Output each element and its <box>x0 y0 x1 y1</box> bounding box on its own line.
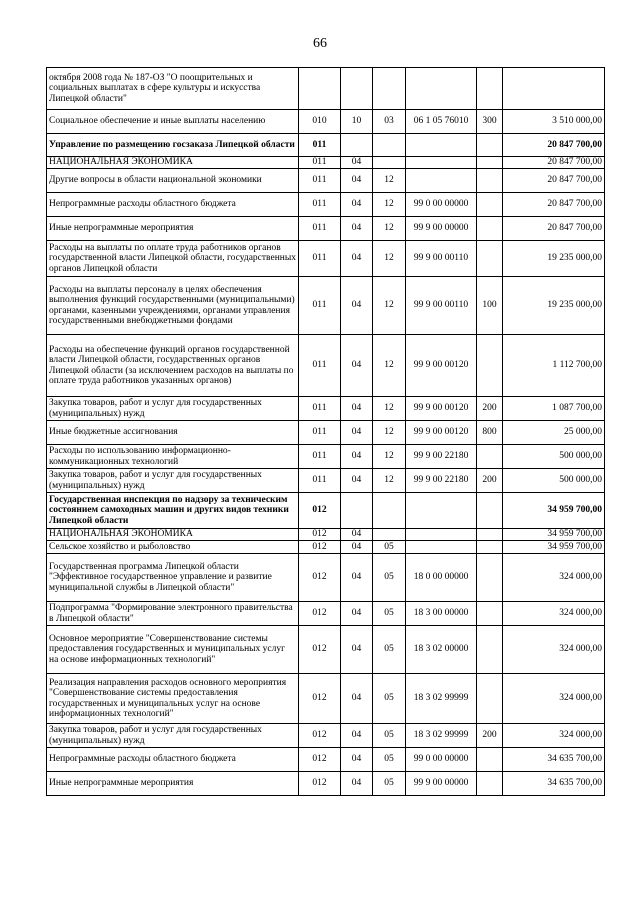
article-code-cell: 18 3 00 00000 <box>406 602 477 626</box>
table-row <box>47 68 605 110</box>
ministry-code-cell: 011 <box>299 421 341 445</box>
section-code-cell: 04 <box>341 445 373 469</box>
table-row <box>47 277 605 335</box>
table-row <box>47 724 605 748</box>
table-row <box>47 193 605 217</box>
amount-cell: 1 087 700,00 <box>503 397 605 421</box>
amount-cell <box>503 68 605 110</box>
section-code-cell: 04 <box>341 748 373 772</box>
section-code-cell: 04 <box>341 335 373 397</box>
article-code-cell: 18 3 02 00000 <box>406 626 477 674</box>
row-name-cell: Расходы на обеспечение функций органов государственной власти Липецкой области, государственных органов Липецкой области (за исключением расходов на выплаты по оплате труда работников указанных органов) <box>47 335 299 397</box>
subsection-code-cell <box>373 157 406 169</box>
amount-cell: 500 000,00 <box>503 469 605 493</box>
subsection-code-cell: 12 <box>373 169 406 193</box>
table-row <box>47 469 605 493</box>
expense-type-cell <box>477 529 503 541</box>
table-row <box>47 626 605 674</box>
article-code-cell: 99 9 00 00120 <box>406 421 477 445</box>
article-code-cell: 99 9 00 00000 <box>406 217 477 241</box>
ministry-code-cell: 012 <box>299 541 341 554</box>
amount-cell: 20 847 700,00 <box>503 217 605 241</box>
row-name-cell: Расходы по использованию информационно-коммуникационных технологий <box>47 445 299 469</box>
article-code-cell: 99 9 00 00000 <box>406 772 477 796</box>
amount-cell: 34 959 700,00 <box>503 529 605 541</box>
amount-cell: 324 000,00 <box>503 626 605 674</box>
table-row <box>47 445 605 469</box>
ministry-code-cell: 011 <box>299 335 341 397</box>
row-name-cell: Расходы на выплаты персоналу в целях обеспечения выполнения функций государственными (муниципальными) органами, казенными учреждениями, органами управления государственными внебюджетными фондами <box>47 277 299 335</box>
section-code-cell: 04 <box>341 529 373 541</box>
row-name-cell: Реализация направления расходов основного мероприятия "Совершенствование системы предоставления государственных и муниципальных услуг на основе информационных технологий" <box>47 674 299 724</box>
table-row <box>47 241 605 277</box>
expense-type-cell <box>477 169 503 193</box>
row-name-cell: Иные непрограммные мероприятия <box>47 217 299 241</box>
section-code-cell: 04 <box>341 241 373 277</box>
subsection-code-cell: 05 <box>373 602 406 626</box>
section-code-cell: 04 <box>341 421 373 445</box>
article-code-cell <box>406 68 477 110</box>
table-row <box>47 110 605 134</box>
row-name-cell: Подпрограмма "Формирование электронного правительства в Липецкой области" <box>47 602 299 626</box>
ministry-code-cell: 011 <box>299 134 341 157</box>
article-code-cell <box>406 134 477 157</box>
section-code-cell <box>341 134 373 157</box>
table-row <box>47 134 605 157</box>
table-row <box>47 217 605 241</box>
article-code-cell: 99 9 00 22180 <box>406 469 477 493</box>
subsection-code-cell: 03 <box>373 110 406 134</box>
row-name-cell: октября 2008 года № 187-ОЗ "О поощрительных и социальных выплатах в сфере культуры и искусства Липецкой области" <box>47 68 299 110</box>
expense-type-cell: 100 <box>477 277 503 335</box>
subsection-code-cell: 12 <box>373 277 406 335</box>
amount-cell: 20 847 700,00 <box>503 169 605 193</box>
table-row <box>47 602 605 626</box>
section-code-cell <box>341 493 373 529</box>
amount-cell: 20 847 700,00 <box>503 134 605 157</box>
subsection-code-cell: 12 <box>373 421 406 445</box>
article-code-cell: 99 9 00 00110 <box>406 241 477 277</box>
row-name-cell: Непрограммные расходы областного бюджета <box>47 748 299 772</box>
row-name-cell: Закупка товаров, работ и услуг для государственных (муниципальных) нужд <box>47 724 299 748</box>
amount-cell: 34 635 700,00 <box>503 748 605 772</box>
subsection-code-cell: 05 <box>373 554 406 602</box>
expense-type-cell <box>477 193 503 217</box>
expense-type-cell <box>477 134 503 157</box>
amount-cell: 20 847 700,00 <box>503 157 605 169</box>
subsection-code-cell: 12 <box>373 217 406 241</box>
amount-cell: 19 235 000,00 <box>503 241 605 277</box>
expense-type-cell <box>477 674 503 724</box>
expense-type-cell <box>477 445 503 469</box>
row-name-cell: Государственная программа Липецкой области "Эффективное государственное управление и развитие муниципальной службы в Липецкой области" <box>47 554 299 602</box>
amount-cell: 19 235 000,00 <box>503 277 605 335</box>
row-name-cell: Иные бюджетные ассигнования <box>47 421 299 445</box>
ministry-code-cell: 011 <box>299 277 341 335</box>
expense-type-cell <box>477 335 503 397</box>
amount-cell: 25 000,00 <box>503 421 605 445</box>
subsection-code-cell: 12 <box>373 469 406 493</box>
row-name-cell: Непрограммные расходы областного бюджета <box>47 193 299 217</box>
amount-cell: 500 000,00 <box>503 445 605 469</box>
amount-cell: 324 000,00 <box>503 554 605 602</box>
section-code-cell: 04 <box>341 157 373 169</box>
subsection-code-cell: 12 <box>373 193 406 217</box>
budget-table-body <box>47 68 605 796</box>
amount-cell: 324 000,00 <box>503 602 605 626</box>
row-name-cell: Социальное обеспечение и иные выплаты населению <box>47 110 299 134</box>
table-row <box>47 493 605 529</box>
section-code-cell: 04 <box>341 217 373 241</box>
expense-type-cell <box>477 626 503 674</box>
amount-cell: 34 635 700,00 <box>503 772 605 796</box>
article-code-cell <box>406 157 477 169</box>
section-code-cell: 04 <box>341 674 373 724</box>
table-row <box>47 397 605 421</box>
section-code-cell <box>341 68 373 110</box>
article-code-cell <box>406 169 477 193</box>
article-code-cell: 99 9 00 00120 <box>406 397 477 421</box>
section-code-cell: 04 <box>341 554 373 602</box>
expense-type-cell <box>477 241 503 277</box>
row-name-cell: Другие вопросы в области национальной экономики <box>47 169 299 193</box>
table-row <box>47 772 605 796</box>
section-code-cell: 04 <box>341 169 373 193</box>
table-row <box>47 674 605 724</box>
section-code-cell: 04 <box>341 541 373 554</box>
article-code-cell: 18 3 02 99999 <box>406 724 477 748</box>
row-name-cell: НАЦИОНАЛЬНАЯ ЭКОНОМИКА <box>47 157 299 169</box>
expense-type-cell <box>477 217 503 241</box>
ministry-code-cell: 012 <box>299 626 341 674</box>
expense-type-cell: 200 <box>477 469 503 493</box>
table-row <box>47 541 605 554</box>
article-code-cell: 18 3 02 99999 <box>406 674 477 724</box>
amount-cell: 20 847 700,00 <box>503 193 605 217</box>
expense-type-cell: 300 <box>477 110 503 134</box>
row-name-cell: Управление по размещению госзаказа Липецкой области <box>47 134 299 157</box>
subsection-code-cell: 12 <box>373 397 406 421</box>
amount-cell: 3 510 000,00 <box>503 110 605 134</box>
ministry-code-cell: 011 <box>299 157 341 169</box>
expense-type-cell: 200 <box>477 724 503 748</box>
subsection-code-cell <box>373 529 406 541</box>
article-code-cell: 18 0 00 00000 <box>406 554 477 602</box>
article-code-cell <box>406 529 477 541</box>
section-code-cell: 04 <box>341 772 373 796</box>
section-code-cell: 04 <box>341 602 373 626</box>
ministry-code-cell <box>299 68 341 110</box>
row-name-cell: Основное мероприятие "Совершенствование системы предоставления государственных и муниципальных услуг на основе информационных технологий" <box>47 626 299 674</box>
subsection-code-cell: 05 <box>373 626 406 674</box>
table-row <box>47 157 605 169</box>
subsection-code-cell: 12 <box>373 445 406 469</box>
row-name-cell: Государственная инспекция по надзору за техническим состоянием самоходных машин и других видов техники Липецкой области <box>47 493 299 529</box>
expense-type-cell <box>477 554 503 602</box>
page-number: 66 <box>313 36 327 51</box>
expense-type-cell <box>477 68 503 110</box>
row-name-cell: Иные непрограммные мероприятия <box>47 772 299 796</box>
row-name-cell: Расходы на выплаты по оплате труда работников органов государственной власти Липецкой области, государственных органов Липецкой области <box>47 241 299 277</box>
expense-type-cell <box>477 748 503 772</box>
ministry-code-cell: 011 <box>299 217 341 241</box>
expense-type-cell <box>477 772 503 796</box>
subsection-code-cell <box>373 493 406 529</box>
section-code-cell: 10 <box>341 110 373 134</box>
subsection-code-cell: 05 <box>373 724 406 748</box>
ministry-code-cell: 012 <box>299 674 341 724</box>
ministry-code-cell: 012 <box>299 554 341 602</box>
expense-type-cell <box>477 541 503 554</box>
expense-type-cell: 800 <box>477 421 503 445</box>
article-code-cell: 99 0 00 00000 <box>406 748 477 772</box>
table-row <box>47 335 605 397</box>
ministry-code-cell: 012 <box>299 602 341 626</box>
article-code-cell <box>406 493 477 529</box>
ministry-code-cell: 012 <box>299 748 341 772</box>
table-row <box>47 554 605 602</box>
amount-cell: 34 959 700,00 <box>503 541 605 554</box>
section-code-cell: 04 <box>341 626 373 674</box>
article-code-cell: 99 9 00 00110 <box>406 277 477 335</box>
ministry-code-cell: 011 <box>299 241 341 277</box>
subsection-code-cell: 05 <box>373 674 406 724</box>
section-code-cell: 04 <box>341 193 373 217</box>
ministry-code-cell: 011 <box>299 469 341 493</box>
amount-cell: 324 000,00 <box>503 674 605 724</box>
ministry-code-cell: 011 <box>299 193 341 217</box>
expense-type-cell: 200 <box>477 397 503 421</box>
subsection-code-cell: 05 <box>373 772 406 796</box>
ministry-code-cell: 012 <box>299 772 341 796</box>
ministry-code-cell: 012 <box>299 724 341 748</box>
table-row <box>47 529 605 541</box>
ministry-code-cell: 012 <box>299 529 341 541</box>
subsection-code-cell <box>373 134 406 157</box>
expense-type-cell <box>477 602 503 626</box>
ministry-code-cell: 012 <box>299 493 341 529</box>
ministry-code-cell: 011 <box>299 397 341 421</box>
section-code-cell: 04 <box>341 469 373 493</box>
subsection-code-cell: 12 <box>373 335 406 397</box>
table-row <box>47 169 605 193</box>
row-name-cell: НАЦИОНАЛЬНАЯ ЭКОНОМИКА <box>47 529 299 541</box>
table-row <box>47 748 605 772</box>
subsection-code-cell <box>373 68 406 110</box>
ministry-code-cell: 010 <box>299 110 341 134</box>
amount-cell: 324 000,00 <box>503 724 605 748</box>
article-code-cell <box>406 541 477 554</box>
table-row <box>47 421 605 445</box>
row-name-cell: Закупка товаров, работ и услуг для государственных (муниципальных) нужд <box>47 469 299 493</box>
expense-type-cell <box>477 493 503 529</box>
subsection-code-cell: 12 <box>373 241 406 277</box>
expense-type-cell <box>477 157 503 169</box>
budget-table <box>46 67 605 796</box>
ministry-code-cell: 011 <box>299 445 341 469</box>
subsection-code-cell: 05 <box>373 541 406 554</box>
subsection-code-cell: 05 <box>373 748 406 772</box>
article-code-cell: 99 9 00 00120 <box>406 335 477 397</box>
amount-cell: 1 112 700,00 <box>503 335 605 397</box>
ministry-code-cell: 011 <box>299 169 341 193</box>
article-code-cell: 99 0 00 00000 <box>406 193 477 217</box>
section-code-cell: 04 <box>341 397 373 421</box>
section-code-cell: 04 <box>341 277 373 335</box>
amount-cell: 34 959 700,00 <box>503 493 605 529</box>
article-code-cell: 99 9 00 22180 <box>406 445 477 469</box>
section-code-cell: 04 <box>341 724 373 748</box>
row-name-cell: Сельское хозяйство и рыболовство <box>47 541 299 554</box>
article-code-cell: 06 1 05 76010 <box>406 110 477 134</box>
row-name-cell: Закупка товаров, работ и услуг для государственных (муниципальных) нужд <box>47 397 299 421</box>
